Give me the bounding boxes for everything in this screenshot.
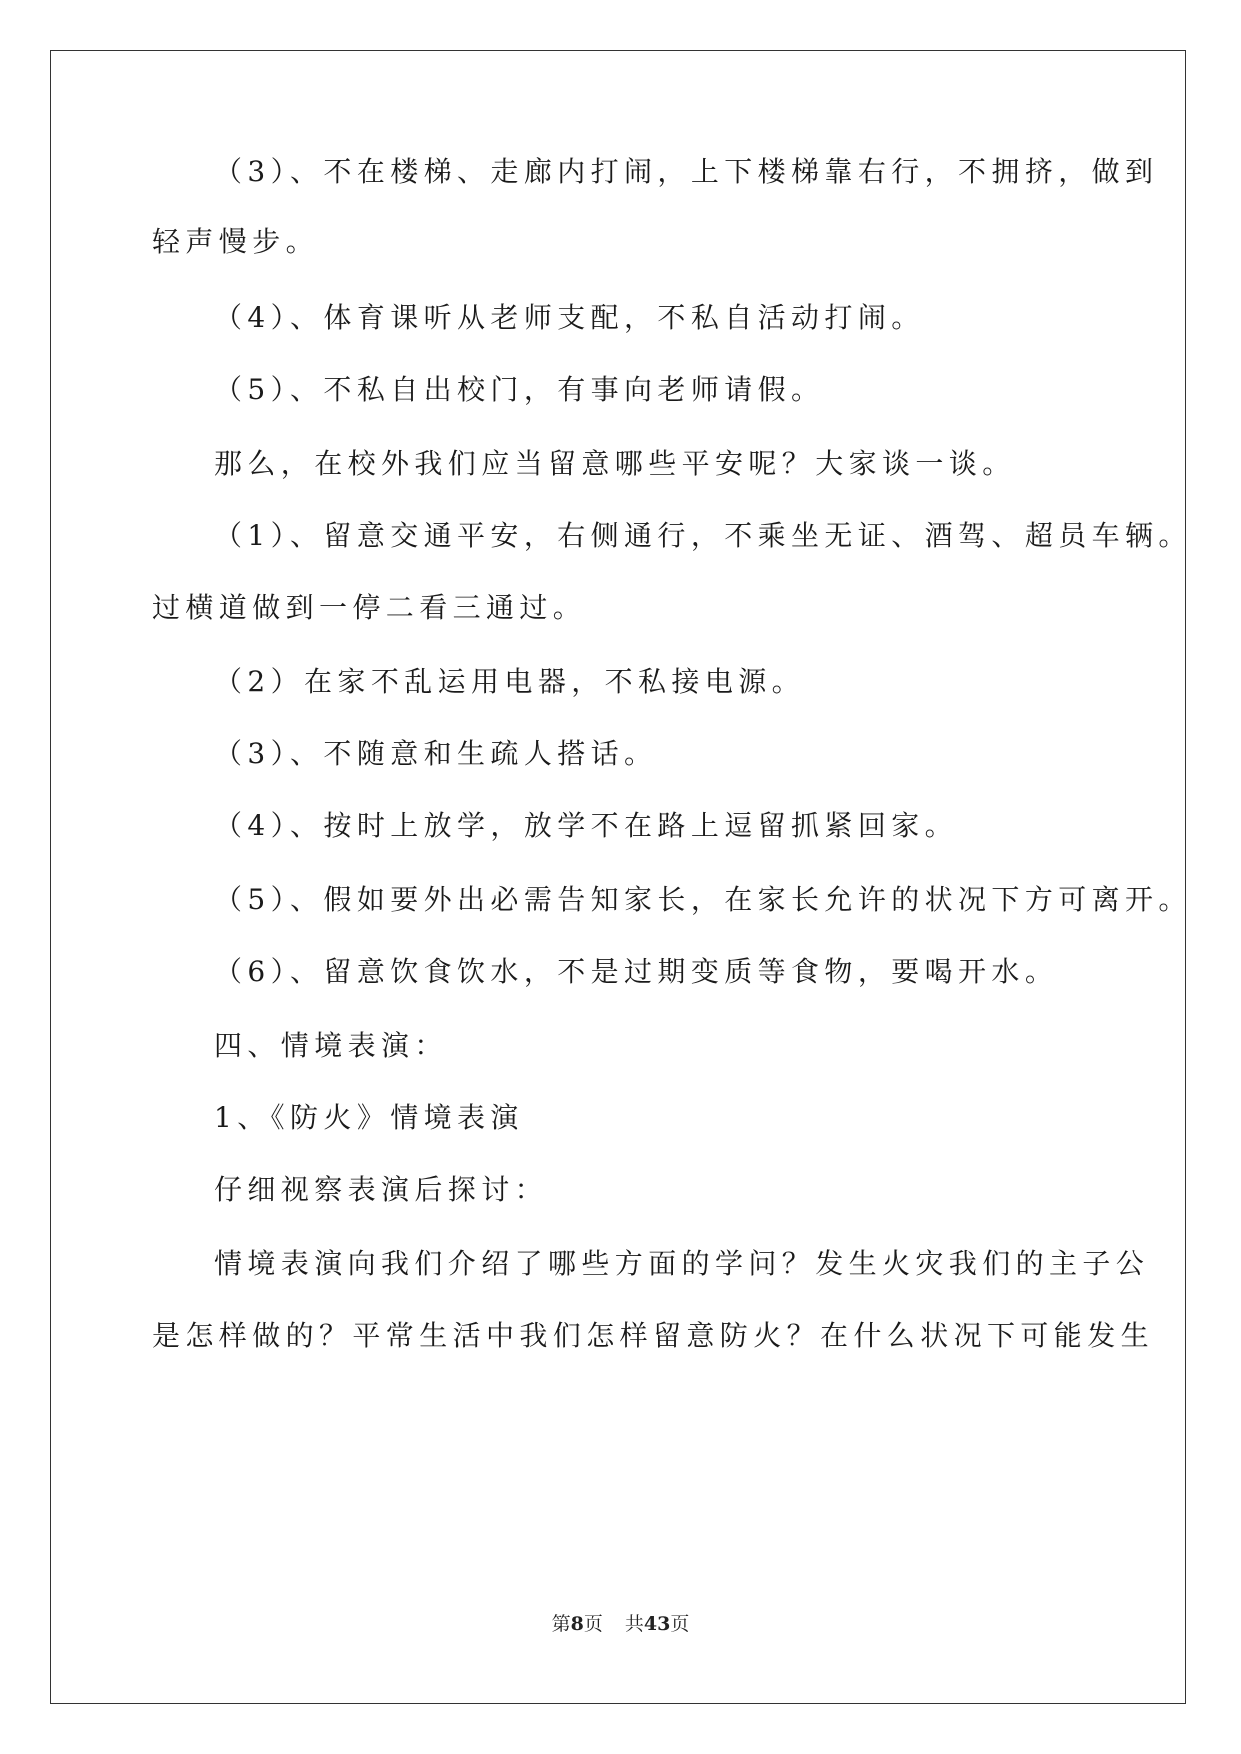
paragraph-line: （5）、不私自出校门，有事向老师请假。 xyxy=(214,373,825,406)
paragraph-line: 情境表演向我们介绍了哪些方面的学问？发生火灾我们的主子公 xyxy=(214,1247,1150,1280)
total-pages-number: 43 xyxy=(643,1613,671,1635)
paragraph-line: （2）在家不乱运用电器，不私接电源。 xyxy=(214,665,806,698)
paragraph-line: （4）、体育课听从老师支配，不私自活动打闹。 xyxy=(214,301,925,334)
paragraph-line: 是怎样做的？平常生活中我们怎样留意防火？在什么状况下可能发生 xyxy=(152,1319,1155,1352)
paragraph-line: 那么，在校外我们应当留意哪些平安呢？大家谈一谈。 xyxy=(214,447,1016,480)
footer-prefix: 第 xyxy=(551,1613,571,1635)
paragraph-line: 仔细视察表演后探讨： xyxy=(214,1173,549,1206)
section-heading: 四、情境表演： xyxy=(214,1029,448,1062)
current-page-number: 8 xyxy=(570,1613,584,1635)
paragraph-line: （1）、留意交通平安，右侧通行，不乘坐无证、酒驾、超员车辆。 xyxy=(214,519,1192,552)
paragraph-line: （6）、留意饮食饮水，不是过期变质等食物，要喝开水。 xyxy=(214,955,1059,988)
paragraph-line: （4）、按时上放学，放学不在路上逗留抓紧回家。 xyxy=(214,809,959,842)
page-footer xyxy=(0,1612,1241,1636)
paragraph-line: （3）、不在楼梯、走廊内打闹，上下楼梯靠右行，不拥挤，做到 xyxy=(214,155,1159,188)
paragraph-line: 过横道做到一停二看三通过。 xyxy=(152,591,587,624)
paragraph-line: 1、《防火》情境表演 xyxy=(214,1101,524,1134)
paragraph-line: 轻声慢步。 xyxy=(152,225,320,258)
footer-total-suffix: 页 xyxy=(670,1613,690,1635)
paragraph-line: （5）、假如要外出必需告知家长，在家长允许的状况下方可离开。 xyxy=(214,883,1192,916)
footer-total-prefix: 共 xyxy=(624,1613,644,1635)
footer-page-suffix: 页 xyxy=(583,1613,603,1635)
paragraph-line: （3）、不随意和生疏人搭话。 xyxy=(214,737,658,770)
